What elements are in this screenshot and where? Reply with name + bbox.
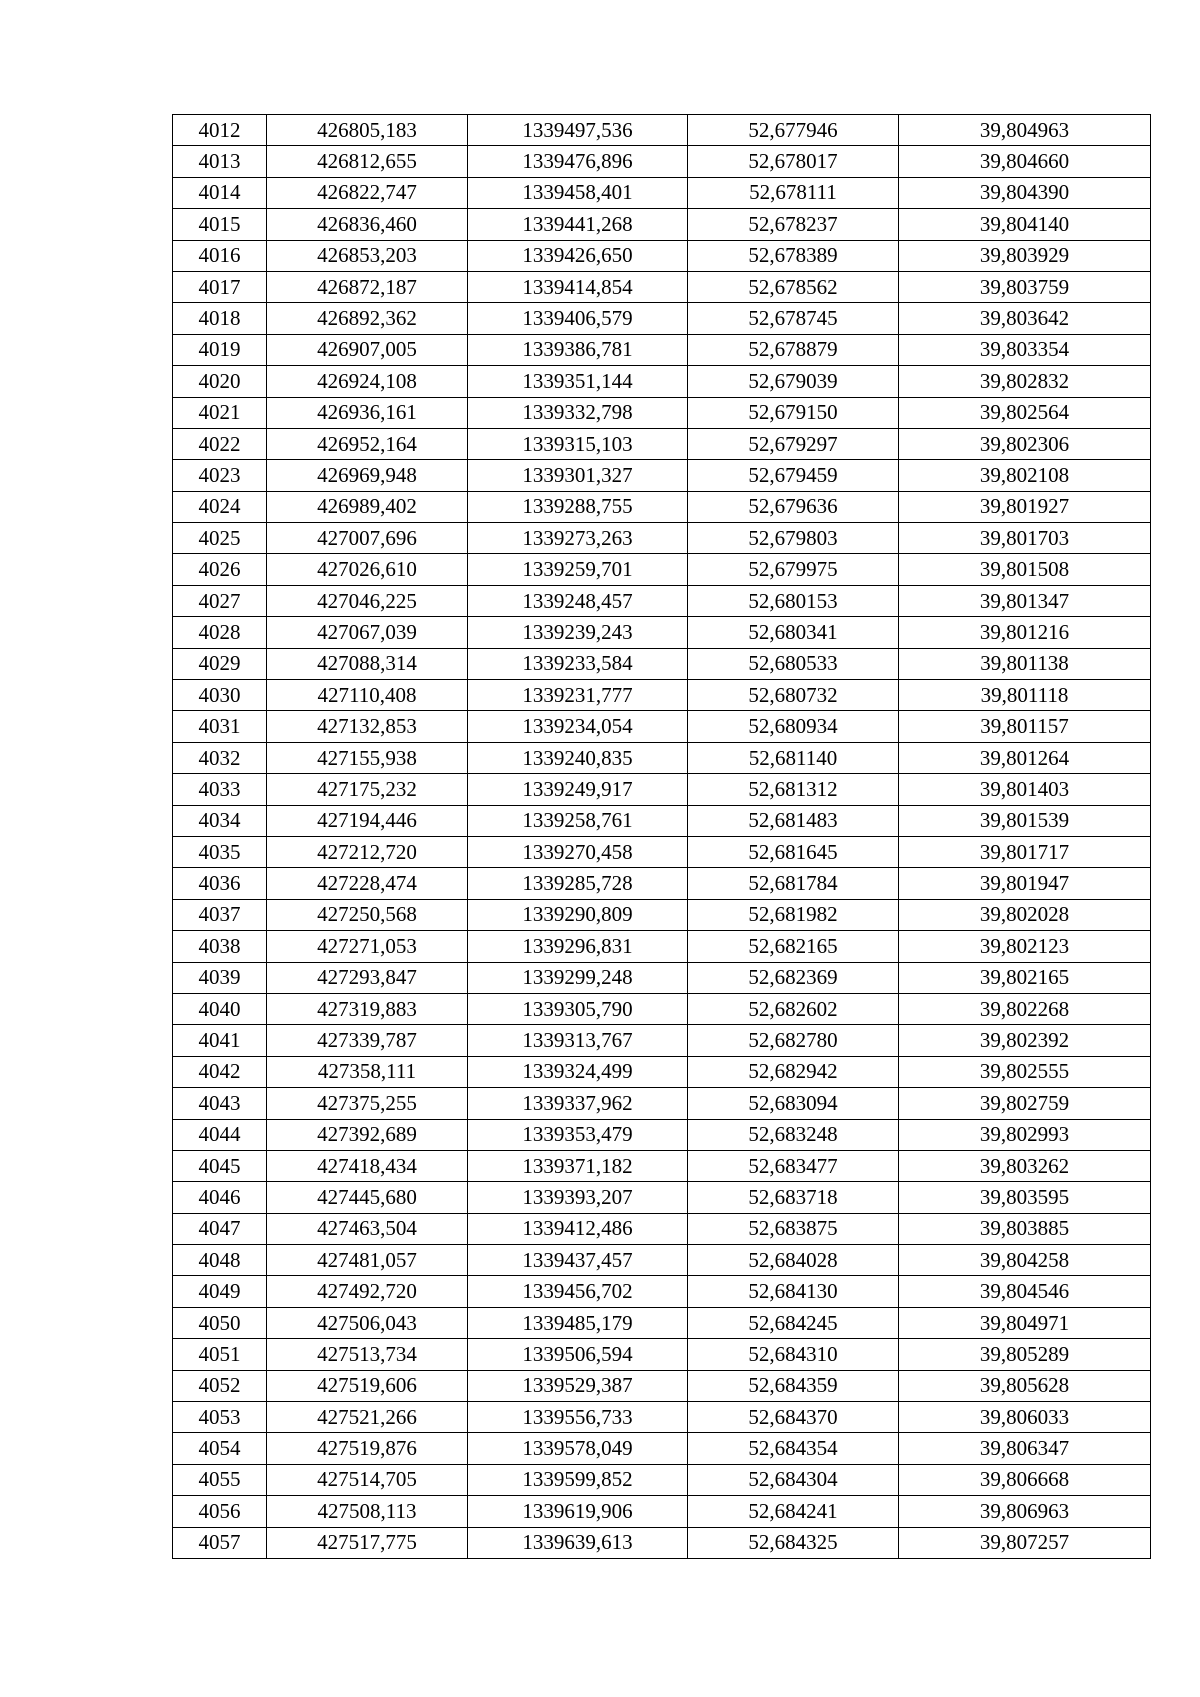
latitude-cell: 52,684359 [688,1370,899,1401]
y-coordinate-cell: 1339599,852 [468,1464,688,1495]
x-coordinate-cell: 427517,775 [267,1527,468,1558]
point-number-cell: 4050 [173,1307,267,1338]
point-number-cell: 4057 [173,1527,267,1558]
longitude-cell: 39,802028 [899,899,1151,930]
table-row [173,1088,1151,1119]
table-row [173,460,1151,491]
y-coordinate-cell: 1339353,479 [468,1119,688,1150]
y-coordinate-cell: 1339351,144 [468,366,688,397]
point-number-cell: 4015 [173,209,267,240]
table-row [173,115,1151,146]
x-coordinate-cell: 427506,043 [267,1307,468,1338]
x-coordinate-cell: 426952,164 [267,428,468,459]
point-number-cell: 4041 [173,1025,267,1056]
point-number-cell: 4038 [173,931,267,962]
y-coordinate-cell: 1339313,767 [468,1025,688,1056]
table-row [173,1245,1151,1276]
y-coordinate-cell: 1339414,854 [468,271,688,302]
longitude-cell: 39,801927 [899,491,1151,522]
y-coordinate-cell: 1339248,457 [468,585,688,616]
table-row [173,1182,1151,1213]
table-row [173,1276,1151,1307]
table-row [173,617,1151,648]
x-coordinate-cell: 426936,161 [267,397,468,428]
y-coordinate-cell: 1339259,701 [468,554,688,585]
y-coordinate-cell: 1339231,777 [468,680,688,711]
table-row [173,931,1151,962]
table-row [173,146,1151,177]
point-number-cell: 4043 [173,1088,267,1119]
latitude-cell: 52,684241 [688,1496,899,1527]
table-row [173,554,1151,585]
point-number-cell: 4028 [173,617,267,648]
latitude-cell: 52,684028 [688,1245,899,1276]
x-coordinate-cell: 427026,610 [267,554,468,585]
x-coordinate-cell: 427194,446 [267,805,468,836]
x-coordinate-cell: 426822,747 [267,177,468,208]
table-row [173,742,1151,773]
point-number-cell: 4044 [173,1119,267,1150]
y-coordinate-cell: 1339371,182 [468,1150,688,1181]
longitude-cell: 39,802832 [899,366,1151,397]
x-coordinate-cell: 427445,680 [267,1182,468,1213]
x-coordinate-cell: 426805,183 [267,115,468,146]
latitude-cell: 52,684354 [688,1433,899,1464]
x-coordinate-cell: 427463,504 [267,1213,468,1244]
point-number-cell: 4021 [173,397,267,428]
latitude-cell: 52,682942 [688,1056,899,1087]
point-number-cell: 4030 [173,680,267,711]
y-coordinate-cell: 1339619,906 [468,1496,688,1527]
latitude-cell: 52,681784 [688,868,899,899]
y-coordinate-cell: 1339337,962 [468,1088,688,1119]
latitude-cell: 52,681982 [688,899,899,930]
latitude-cell: 52,678562 [688,271,899,302]
x-coordinate-cell: 427155,938 [267,742,468,773]
y-coordinate-cell: 1339290,809 [468,899,688,930]
y-coordinate-cell: 1339441,268 [468,209,688,240]
x-coordinate-cell: 427046,225 [267,585,468,616]
longitude-cell: 39,801264 [899,742,1151,773]
point-number-cell: 4020 [173,366,267,397]
latitude-cell: 52,681140 [688,742,899,773]
latitude-cell: 52,684130 [688,1276,899,1307]
latitude-cell: 52,684245 [688,1307,899,1338]
y-coordinate-cell: 1339406,579 [468,303,688,334]
longitude-cell: 39,803929 [899,240,1151,271]
table-row [173,240,1151,271]
longitude-cell: 39,801703 [899,523,1151,554]
point-number-cell: 4052 [173,1370,267,1401]
y-coordinate-cell: 1339296,831 [468,931,688,962]
table-row [173,1339,1151,1370]
point-number-cell: 4027 [173,585,267,616]
x-coordinate-cell: 427492,720 [267,1276,468,1307]
latitude-cell: 52,681483 [688,805,899,836]
x-coordinate-cell: 427319,883 [267,993,468,1024]
latitude-cell: 52,682369 [688,962,899,993]
table-row [173,1527,1151,1558]
y-coordinate-cell: 1339270,458 [468,836,688,867]
longitude-cell: 39,801138 [899,648,1151,679]
table-row [173,993,1151,1024]
latitude-cell: 52,679636 [688,491,899,522]
point-number-cell: 4019 [173,334,267,365]
longitude-cell: 39,804258 [899,1245,1151,1276]
y-coordinate-cell: 1339234,054 [468,711,688,742]
x-coordinate-cell: 427514,705 [267,1464,468,1495]
x-coordinate-cell: 426872,187 [267,271,468,302]
y-coordinate-cell: 1339476,896 [468,146,688,177]
y-coordinate-cell: 1339437,457 [468,1245,688,1276]
longitude-cell: 39,801508 [899,554,1151,585]
longitude-cell: 39,801403 [899,774,1151,805]
latitude-cell: 52,682780 [688,1025,899,1056]
longitude-cell: 39,805289 [899,1339,1151,1370]
y-coordinate-cell: 1339239,243 [468,617,688,648]
y-coordinate-cell: 1339412,486 [468,1213,688,1244]
table-row [173,334,1151,365]
y-coordinate-cell: 1339233,584 [468,648,688,679]
x-coordinate-cell: 427358,111 [267,1056,468,1087]
point-number-cell: 4018 [173,303,267,334]
x-coordinate-cell: 427175,232 [267,774,468,805]
x-coordinate-cell: 426969,948 [267,460,468,491]
longitude-cell: 39,801947 [899,868,1151,899]
latitude-cell: 52,678745 [688,303,899,334]
y-coordinate-cell: 1339288,755 [468,491,688,522]
longitude-cell: 39,802268 [899,993,1151,1024]
longitude-cell: 39,803595 [899,1182,1151,1213]
x-coordinate-cell: 427521,266 [267,1402,468,1433]
y-coordinate-cell: 1339639,613 [468,1527,688,1558]
latitude-cell: 52,680732 [688,680,899,711]
y-coordinate-cell: 1339258,761 [468,805,688,836]
longitude-cell: 39,804390 [899,177,1151,208]
x-coordinate-cell: 427519,876 [267,1433,468,1464]
point-number-cell: 4029 [173,648,267,679]
latitude-cell: 52,684304 [688,1464,899,1495]
table-row [173,585,1151,616]
point-number-cell: 4023 [173,460,267,491]
point-number-cell: 4040 [173,993,267,1024]
table-row [173,868,1151,899]
point-number-cell: 4053 [173,1402,267,1433]
y-coordinate-cell: 1339426,650 [468,240,688,271]
x-coordinate-cell: 427212,720 [267,836,468,867]
latitude-cell: 52,680153 [688,585,899,616]
y-coordinate-cell: 1339497,536 [468,115,688,146]
y-coordinate-cell: 1339315,103 [468,428,688,459]
longitude-cell: 39,806033 [899,1402,1151,1433]
y-coordinate-cell: 1339299,248 [468,962,688,993]
y-coordinate-cell: 1339456,702 [468,1276,688,1307]
y-coordinate-cell: 1339332,798 [468,397,688,428]
table-row [173,1402,1151,1433]
longitude-cell: 39,807257 [899,1527,1151,1558]
x-coordinate-cell: 427392,689 [267,1119,468,1150]
table-row [173,836,1151,867]
latitude-cell: 52,678879 [688,334,899,365]
y-coordinate-cell: 1339273,263 [468,523,688,554]
table-row [173,209,1151,240]
latitude-cell: 52,683094 [688,1088,899,1119]
table-row [173,1150,1151,1181]
longitude-cell: 39,803642 [899,303,1151,334]
x-coordinate-cell: 427067,039 [267,617,468,648]
longitude-cell: 39,804963 [899,115,1151,146]
x-coordinate-cell: 426907,005 [267,334,468,365]
coordinates-table [172,114,1151,1559]
y-coordinate-cell: 1339301,327 [468,460,688,491]
longitude-cell: 39,806963 [899,1496,1151,1527]
latitude-cell: 52,680341 [688,617,899,648]
x-coordinate-cell: 427132,853 [267,711,468,742]
longitude-cell: 39,801216 [899,617,1151,648]
point-number-cell: 4055 [173,1464,267,1495]
latitude-cell: 52,679150 [688,397,899,428]
latitude-cell: 52,677946 [688,115,899,146]
latitude-cell: 52,678389 [688,240,899,271]
y-coordinate-cell: 1339393,207 [468,1182,688,1213]
latitude-cell: 52,680533 [688,648,899,679]
latitude-cell: 52,683875 [688,1213,899,1244]
y-coordinate-cell: 1339285,728 [468,868,688,899]
table-row [173,428,1151,459]
longitude-cell: 39,802392 [899,1025,1151,1056]
y-coordinate-cell: 1339458,401 [468,177,688,208]
point-number-cell: 4034 [173,805,267,836]
point-number-cell: 4037 [173,899,267,930]
x-coordinate-cell: 426892,362 [267,303,468,334]
table-row [173,711,1151,742]
y-coordinate-cell: 1339506,594 [468,1339,688,1370]
table-row [173,303,1151,334]
longitude-cell: 39,803354 [899,334,1151,365]
x-coordinate-cell: 426924,108 [267,366,468,397]
longitude-cell: 39,803885 [899,1213,1151,1244]
x-coordinate-cell: 427375,255 [267,1088,468,1119]
longitude-cell: 39,806347 [899,1433,1151,1464]
table-row [173,491,1151,522]
x-coordinate-cell: 426812,655 [267,146,468,177]
point-number-cell: 4051 [173,1339,267,1370]
latitude-cell: 52,684310 [688,1339,899,1370]
longitude-cell: 39,803759 [899,271,1151,302]
point-number-cell: 4049 [173,1276,267,1307]
latitude-cell: 52,679297 [688,428,899,459]
longitude-cell: 39,805628 [899,1370,1151,1401]
point-number-cell: 4016 [173,240,267,271]
latitude-cell: 52,678237 [688,209,899,240]
y-coordinate-cell: 1339386,781 [468,334,688,365]
x-coordinate-cell: 427339,787 [267,1025,468,1056]
table-row [173,523,1151,554]
longitude-cell: 39,804140 [899,209,1151,240]
y-coordinate-cell: 1339578,049 [468,1433,688,1464]
latitude-cell: 52,681645 [688,836,899,867]
point-number-cell: 4031 [173,711,267,742]
latitude-cell: 52,680934 [688,711,899,742]
y-coordinate-cell: 1339249,917 [468,774,688,805]
point-number-cell: 4048 [173,1245,267,1276]
point-number-cell: 4036 [173,868,267,899]
latitude-cell: 52,682165 [688,931,899,962]
table-row [173,805,1151,836]
point-number-cell: 4032 [173,742,267,773]
longitude-cell: 39,801717 [899,836,1151,867]
x-coordinate-cell: 427250,568 [267,899,468,930]
table-row [173,774,1151,805]
longitude-cell: 39,802165 [899,962,1151,993]
longitude-cell: 39,802564 [899,397,1151,428]
table-row [173,962,1151,993]
x-coordinate-cell: 427228,474 [267,868,468,899]
table-row [173,680,1151,711]
latitude-cell: 52,679459 [688,460,899,491]
table-row [173,271,1151,302]
longitude-cell: 39,801539 [899,805,1151,836]
point-number-cell: 4025 [173,523,267,554]
table-row [173,1464,1151,1495]
x-coordinate-cell: 427088,314 [267,648,468,679]
x-coordinate-cell: 426836,460 [267,209,468,240]
longitude-cell: 39,801347 [899,585,1151,616]
longitude-cell: 39,802555 [899,1056,1151,1087]
y-coordinate-cell: 1339324,499 [468,1056,688,1087]
latitude-cell: 52,684370 [688,1402,899,1433]
x-coordinate-cell: 427519,606 [267,1370,468,1401]
longitude-cell: 39,806668 [899,1464,1151,1495]
point-number-cell: 4033 [173,774,267,805]
latitude-cell: 52,681312 [688,774,899,805]
latitude-cell: 52,679803 [688,523,899,554]
x-coordinate-cell: 427110,408 [267,680,468,711]
longitude-cell: 39,802306 [899,428,1151,459]
table-row [173,1213,1151,1244]
table-row [173,366,1151,397]
point-number-cell: 4054 [173,1433,267,1464]
table-row [173,1433,1151,1464]
point-number-cell: 4045 [173,1150,267,1181]
table-row [173,1056,1151,1087]
latitude-cell: 52,682602 [688,993,899,1024]
point-number-cell: 4042 [173,1056,267,1087]
table-row [173,177,1151,208]
longitude-cell: 39,802759 [899,1088,1151,1119]
longitude-cell: 39,801118 [899,680,1151,711]
x-coordinate-cell: 427293,847 [267,962,468,993]
point-number-cell: 4035 [173,836,267,867]
y-coordinate-cell: 1339556,733 [468,1402,688,1433]
point-number-cell: 4012 [173,115,267,146]
point-number-cell: 4039 [173,962,267,993]
longitude-cell: 39,802123 [899,931,1151,962]
point-number-cell: 4046 [173,1182,267,1213]
table-row [173,1119,1151,1150]
x-coordinate-cell: 427513,734 [267,1339,468,1370]
x-coordinate-cell: 427007,696 [267,523,468,554]
point-number-cell: 4024 [173,491,267,522]
table-row [173,1496,1151,1527]
latitude-cell: 52,678111 [688,177,899,208]
longitude-cell: 39,801157 [899,711,1151,742]
latitude-cell: 52,678017 [688,146,899,177]
table-row [173,1307,1151,1338]
point-number-cell: 4022 [173,428,267,459]
point-number-cell: 4026 [173,554,267,585]
latitude-cell: 52,683248 [688,1119,899,1150]
table-row [173,397,1151,428]
x-coordinate-cell: 426853,203 [267,240,468,271]
y-coordinate-cell: 1339485,179 [468,1307,688,1338]
point-number-cell: 4013 [173,146,267,177]
point-number-cell: 4014 [173,177,267,208]
latitude-cell: 52,683477 [688,1150,899,1181]
y-coordinate-cell: 1339305,790 [468,993,688,1024]
latitude-cell: 52,684325 [688,1527,899,1558]
y-coordinate-cell: 1339240,835 [468,742,688,773]
longitude-cell: 39,804660 [899,146,1151,177]
longitude-cell: 39,802993 [899,1119,1151,1150]
x-coordinate-cell: 427481,057 [267,1245,468,1276]
x-coordinate-cell: 427271,053 [267,931,468,962]
x-coordinate-cell: 426989,402 [267,491,468,522]
x-coordinate-cell: 427418,434 [267,1150,468,1181]
table-row [173,899,1151,930]
table-row [173,1025,1151,1056]
point-number-cell: 4056 [173,1496,267,1527]
longitude-cell: 39,804546 [899,1276,1151,1307]
longitude-cell: 39,802108 [899,460,1151,491]
latitude-cell: 52,679975 [688,554,899,585]
point-number-cell: 4047 [173,1213,267,1244]
latitude-cell: 52,679039 [688,366,899,397]
coordinates-table-body [173,115,1151,1559]
latitude-cell: 52,683718 [688,1182,899,1213]
y-coordinate-cell: 1339529,387 [468,1370,688,1401]
longitude-cell: 39,803262 [899,1150,1151,1181]
longitude-cell: 39,804971 [899,1307,1151,1338]
x-coordinate-cell: 427508,113 [267,1496,468,1527]
point-number-cell: 4017 [173,271,267,302]
table-row [173,1370,1151,1401]
table-row [173,648,1151,679]
